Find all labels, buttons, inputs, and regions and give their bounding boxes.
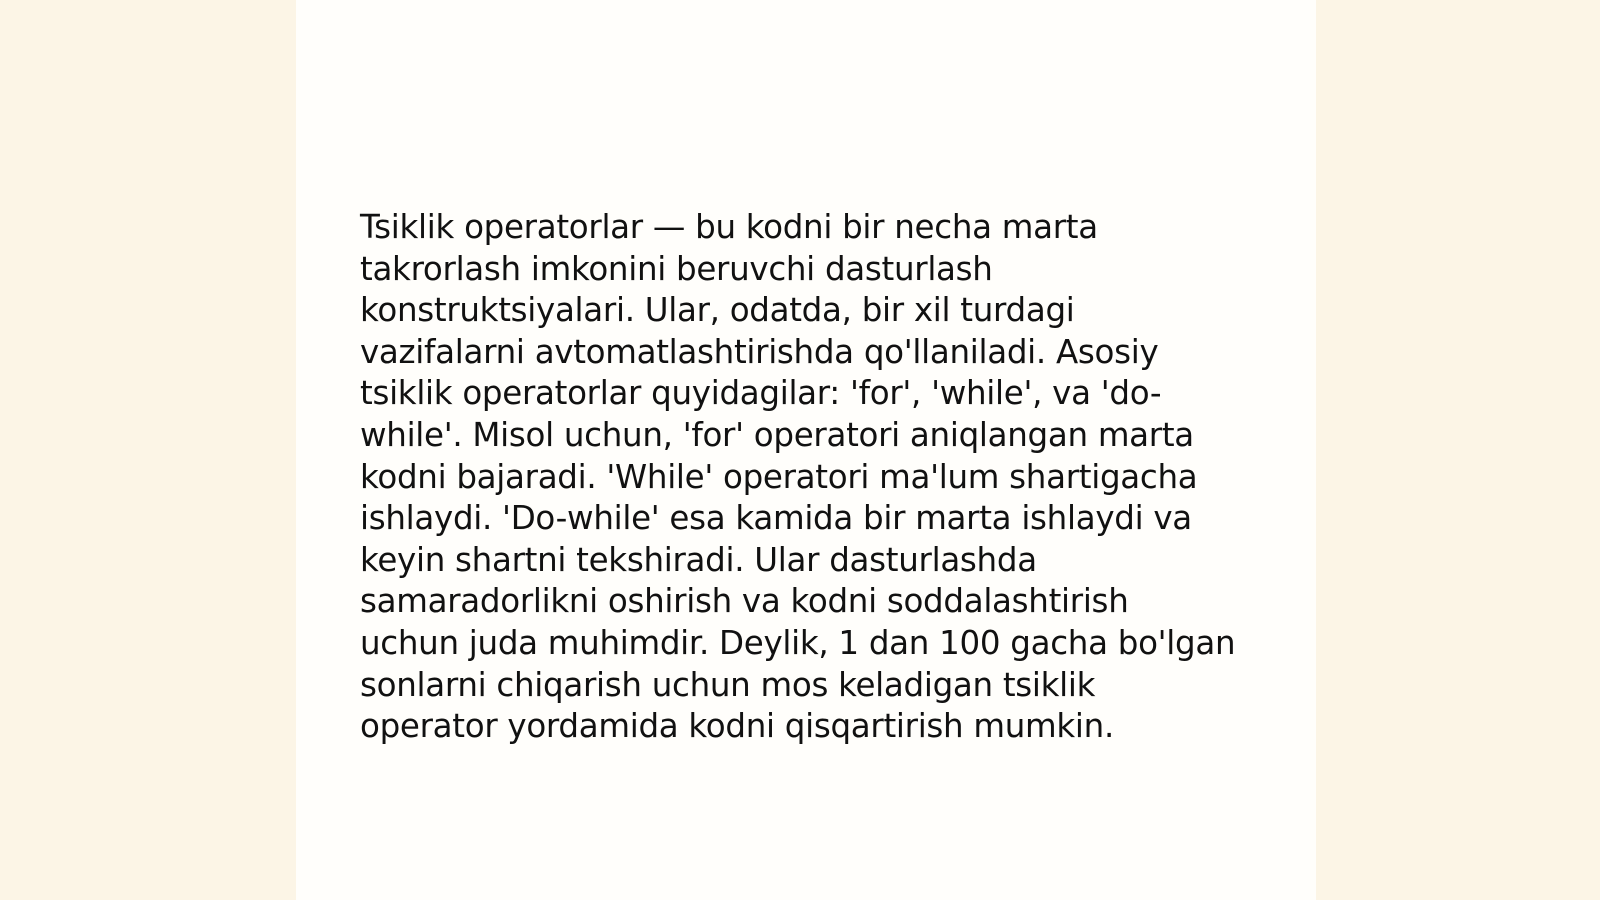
document-content (360, 207, 1260, 748)
right-margin-background (1316, 0, 1600, 900)
body-paragraph: Tsiklik operatorlar — bu kodni bir necha marta takrorlash imkonini beruvchi dasturlash konstruktsiyalari. Ular, odatda, bir xil turdagi vazifalarni avtomatlashtirishda qo'llaniladi. Asosiy tsiklik operatorlar quyidagilar: 'for', 'while', va 'do- while'. Misol uchun, 'for' operatori aniqlangan marta kodni bajaradi. 'While' operatori ma'lum shartigacha ishlaydi. 'Do-while' esa kamida bir marta ishlaydi va keyin shartni tekshiradi. Ular dasturlashda samaradorlikni oshirish va kodni soddalashtirish uchun juda muhimdir. Deylik, 1 dan 100 gacha bo'lgan sonlarni chiqarish uchun mos keladigan tsiklik operator yordamida kodni qisqartirish mumkin. (360, 208, 1236, 746)
left-margin-background (0, 0, 296, 900)
document-page (296, 0, 1316, 900)
